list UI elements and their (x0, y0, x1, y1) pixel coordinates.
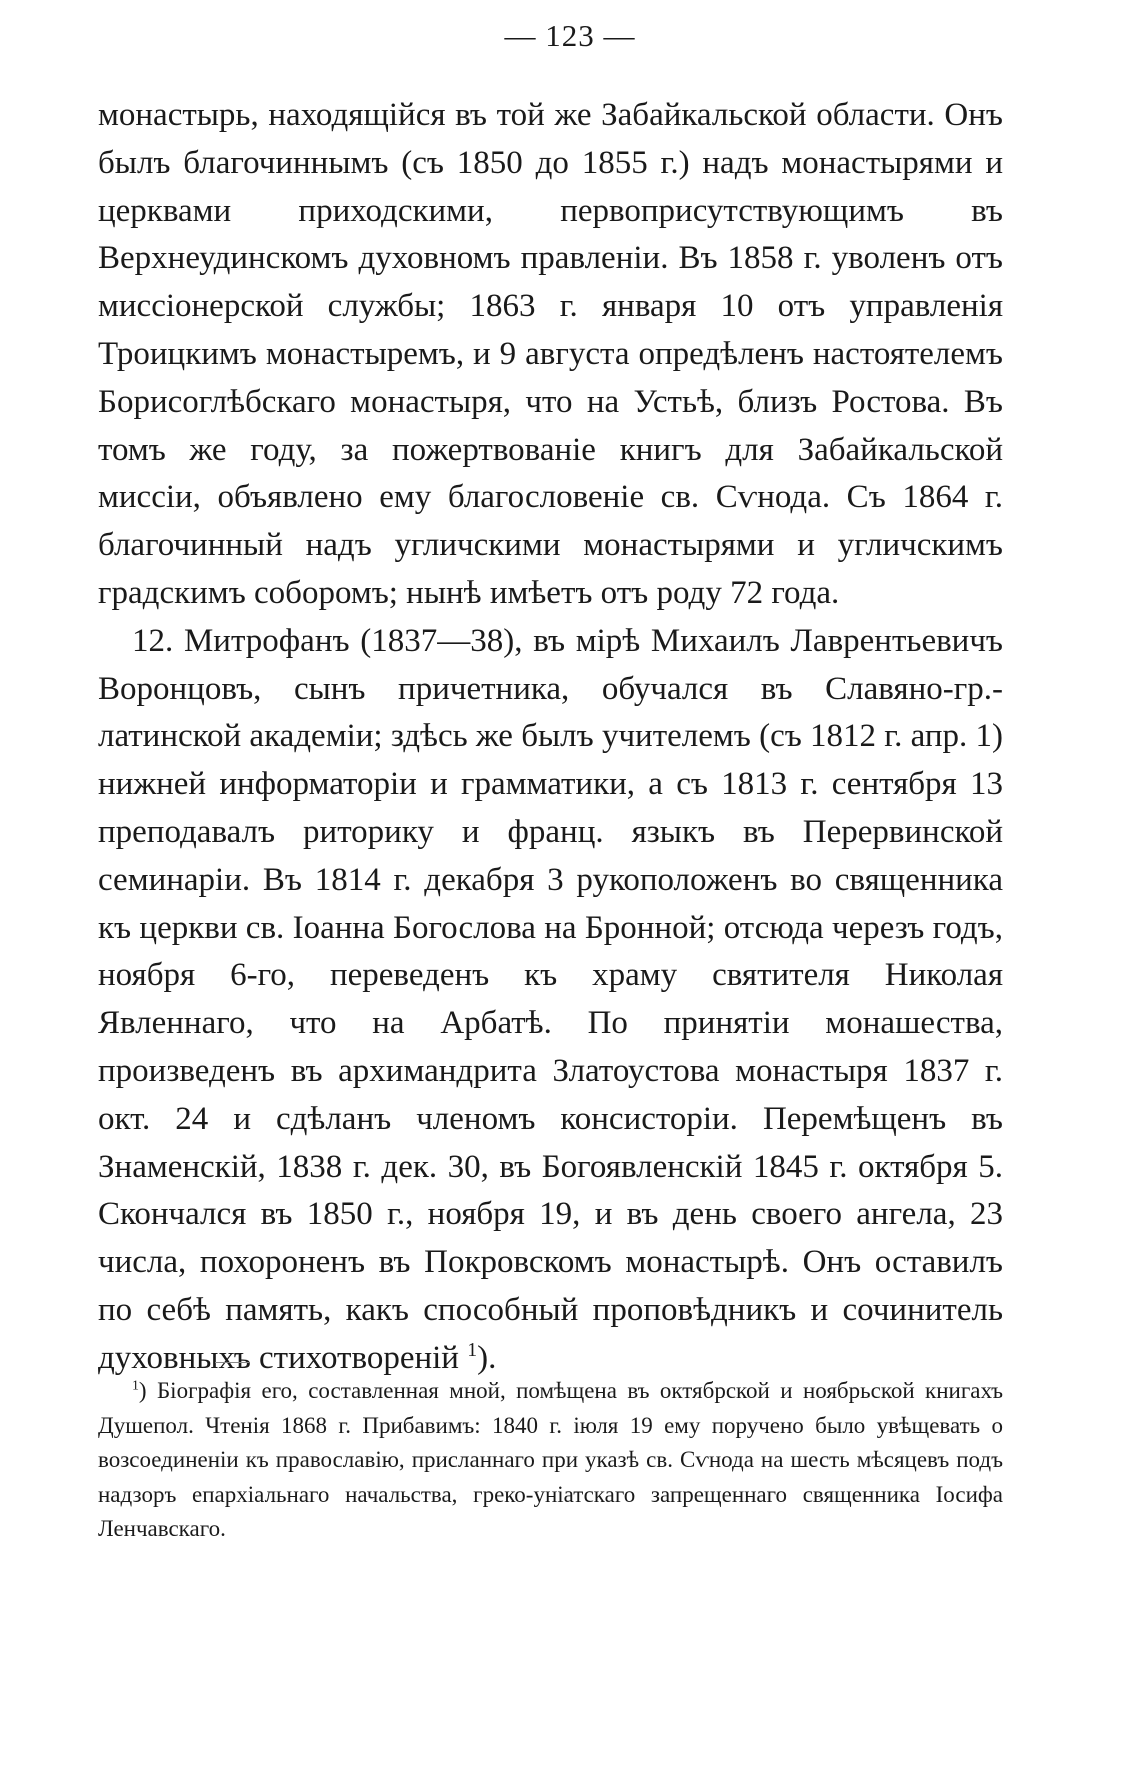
paragraph-entry-12 (98, 618, 1003, 1383)
footnote-marker: 1 (132, 1377, 139, 1393)
footnote (98, 1374, 1003, 1547)
footnote-text: ) Біографія его, составленная мной, помѣщена въ октябрской и ноябрьской книгахъ Душепол. Чтенія 1868 г. Прибавимъ: 1840 г. іюля 19 ему поручено было увѣщевать о возсоединеніи къ православію, присланнаго при указѣ св. Сѵнода на шесть мѣсяцевъ подъ надзоръ епархіальнаго начальства, греко-уніатскаго запрещеннаго священника Іосифа Ленчавскаго. (98, 1378, 1003, 1541)
paragraph-continuation (98, 92, 1003, 618)
paragraph-text: монастырь, находящійся въ той же Забайкальской области. Онъ былъ благочиннымъ (съ 1850 до 1855 г.) надъ монастырями и церквами приходскими, первоприсутствующимъ въ Верхнеудинскомъ духовномъ правленіи. Въ 1858 г. уволенъ отъ миссіонерской службы; 1863 г. января 10 отъ управленія Троицкимъ монастыремъ, и 9 августа опредѣленъ настоятелемъ Борисоглѣбскаго монастыря, что на Устьѣ, близъ Ростова. Въ томъ же году, за пожертвованіе книгъ для Забайкальской миссіи, объявлено ему благословеніе св. Сѵнода. Съ 1864 г. благочинный надъ угличскими монастырями и угличскимъ градскимъ соборомъ; нынѣ имѣетъ отъ роду 72 года. (98, 97, 1003, 611)
footnote-divider (215, 1362, 249, 1363)
footnote-reference: 1 (467, 1338, 478, 1361)
page-number: — 123 — (504, 18, 636, 53)
main-text (98, 92, 1003, 1383)
paragraph-tail: ). (477, 1339, 497, 1376)
paragraph-text: 12. Митрофанъ (1837—38), въ мірѣ Михаилъ Лаврентьевичъ Воронцовъ, сынъ причетника, обучался въ Славяно-гр.-латинской академіи; здѣсь же былъ учителемъ (съ 1812 г. апр. 1) нижней информаторіи и грамматики, а съ 1813 г. сентября 13 преподавалъ риторику и франц. языкъ въ Перервинской семинаріи. Въ 1814 г. декабря 3 рукоположенъ во священника къ церкви св. Іоанна Богослова на Бронной; отсюда черезъ годъ, ноября 6-го, переведенъ къ храму святителя Николая Явленнаго, что на Арбатѣ. По принятіи монашества, произведенъ въ архимандрита Златоустова монастыря 1837 г. окт. 24 и сдѣланъ членомъ консисторіи. Перемѣщенъ въ Знаменскій, 1838 г. дек. 30, въ Богоявленскій 1845 г. октября 5. Скончался въ 1850 г., ноября 19, и въ день своего ангела, 23 числа, похороненъ въ Покровскомъ монастырѣ. Онъ оставилъ по себѣ память, какъ способный проповѣдникъ и сочинитель духовныхъ стихотвореній (98, 622, 1003, 1376)
